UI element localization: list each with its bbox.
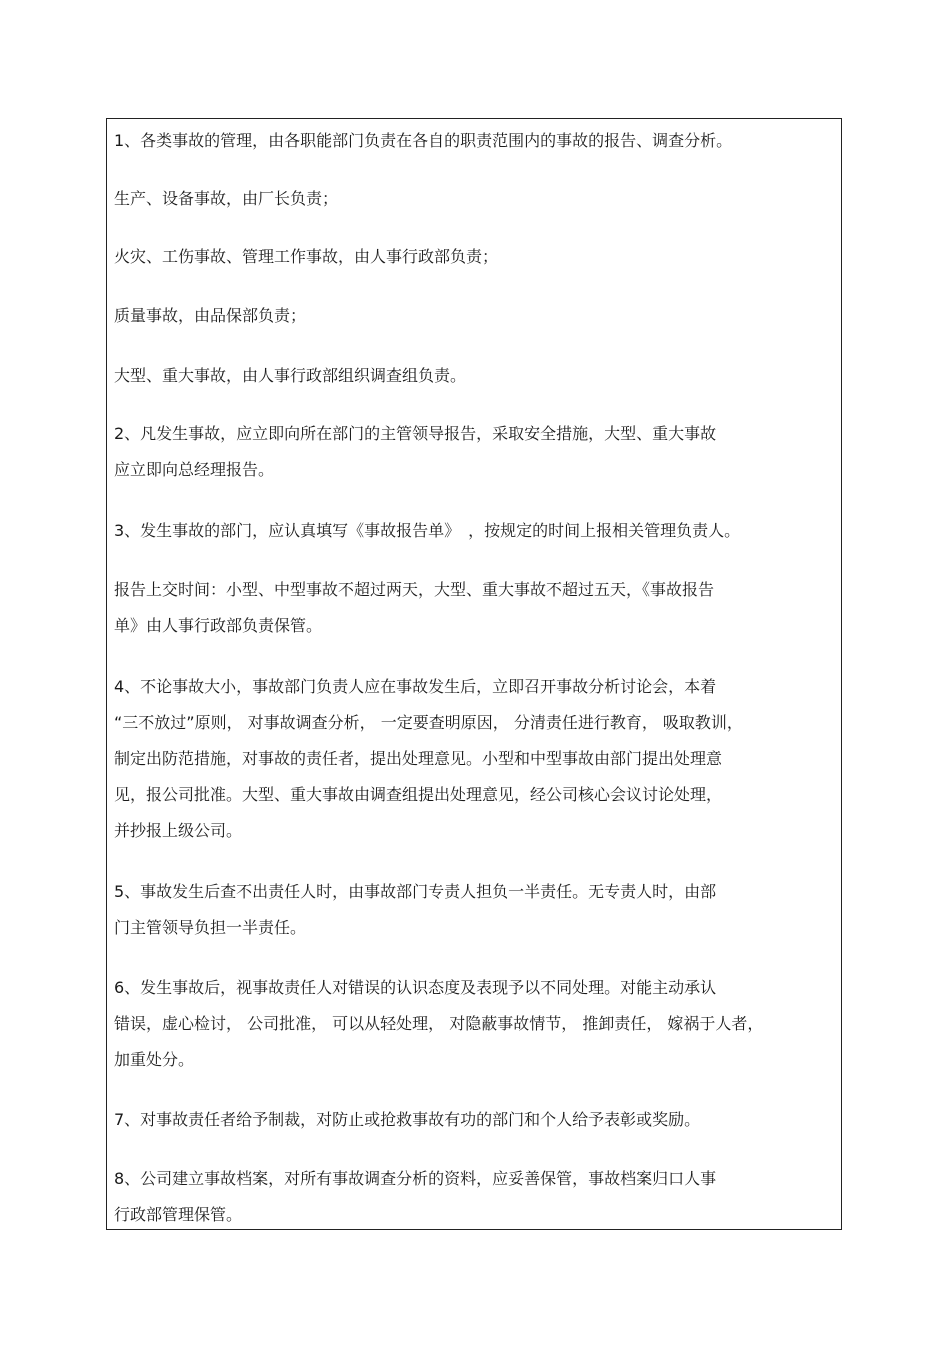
text-line: 单》由人事行政部负责保管。 <box>114 616 323 635</box>
text-line: 报告上交时间：小型、中型事故不超过两天，大型、重大事故不超过五天，《事故报告 <box>114 580 715 599</box>
text-line: 门主管领导负担一半责任。 <box>114 918 307 937</box>
paragraph-6 <box>114 978 763 1070</box>
text-line: 错误，虚心检讨， 公司批准， 可以从轻处理， 对隐蔽事故情节， 推卸责任， 嫁祸于人者， <box>114 1014 764 1033</box>
text-line: 7、对事故责任者给予制裁，对防止或抢救事故有功的部门和个人给予表彰或奖励。 <box>114 1110 701 1129</box>
text-line: 火灾、工伤事故、管理工作事故，由人事行政部负责； <box>114 247 499 266</box>
text-line: 行政部管理保管。 <box>114 1205 243 1224</box>
text-line: 5、事故发生后查不出责任人时，由事故部门专责人担负一半责任。无专责人时，由部 <box>114 882 717 901</box>
text-line: “三不放过”原则， 对事故调查分析， 一定要查明原因， 分清责任进行教育， 吸取教训， <box>114 713 743 732</box>
paragraph-report-time <box>114 580 714 636</box>
paragraph-8 <box>114 1169 716 1225</box>
paragraph-7 <box>114 1110 700 1130</box>
paragraph-production <box>114 189 338 209</box>
paragraph-4 <box>114 677 743 841</box>
text-line: 大型、重大事故，由人事行政部组织调查组负责。 <box>114 366 467 385</box>
text-line: 生产、设备事故，由厂长负责； <box>114 189 339 208</box>
text-line: 8、公司建立事故档案，对所有事故调查分析的资料，应妥善保管，事故档案归口人事 <box>114 1169 717 1188</box>
text-line: 应立即向总经理报告。 <box>114 460 275 479</box>
paragraph-quality <box>114 306 306 326</box>
text-line: 2、凡发生事故，应立即向所在部门的主管领导报告，采取安全措施，大型、重大事故 <box>114 424 717 443</box>
document-frame <box>106 118 842 1230</box>
text-line: 1、各类事故的管理，由各职能部门负责在各自的职责范围内的事故的报告、调查分析。 <box>114 131 733 150</box>
paragraph-1 <box>114 131 732 151</box>
text-line: 并抄报上级公司。 <box>114 821 243 840</box>
text-line: 4、不论事故大小，事故部门负责人应在事故发生后，立即召开事故分析讨论会，本着 <box>114 677 717 696</box>
text-line: 3、发生事故的部门，应认真填写《事故报告单》 ，按规定的时间上报相关管理负责人。 <box>114 521 741 540</box>
text-line: 见，报公司批准。大型、重大事故由调查组提出处理意见，经公司核心会议讨论处理， <box>114 785 723 804</box>
text-line: 加重处分。 <box>114 1050 195 1069</box>
paragraph-5 <box>114 882 716 938</box>
paragraph-3 <box>114 521 740 541</box>
text-line: 6、发生事故后，视事故责任人对错误的认识态度及表现予以不同处理。对能主动承认 <box>114 978 717 997</box>
paragraph-major <box>114 366 466 386</box>
paragraph-2 <box>114 424 716 480</box>
text-line: 制定出防范措施，对事故的责任者，提出处理意见。小型和中型事故由部门提出处理意 <box>114 749 723 768</box>
text-line: 质量事故，由品保部负责； <box>114 306 307 325</box>
paragraph-fire <box>114 247 498 267</box>
